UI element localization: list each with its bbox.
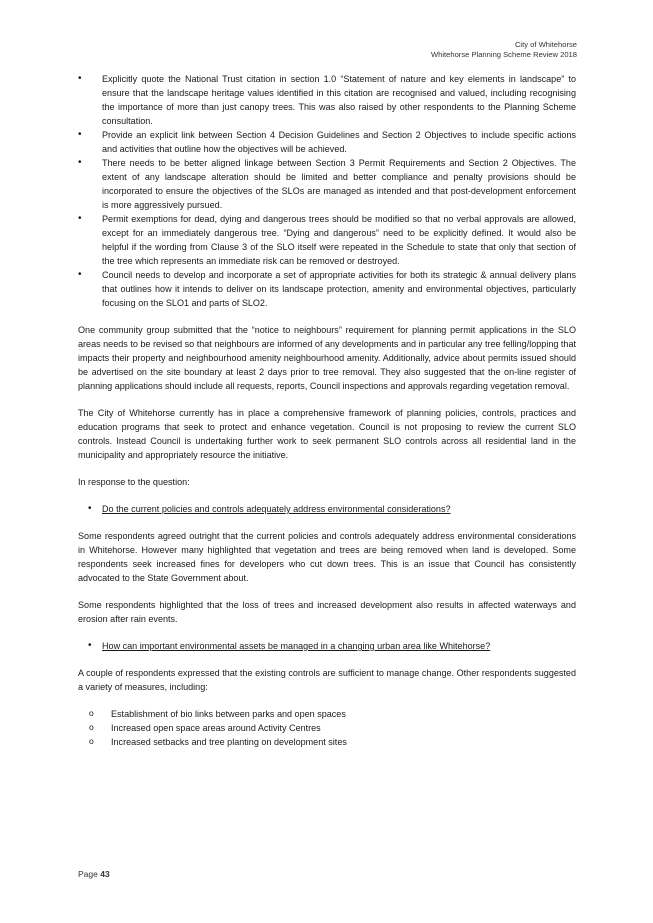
paragraph-loss-of-trees: Some respondents highlighted that the loss of trees and increased development also results in affected waterways and erosion after rain events. bbox=[78, 600, 576, 624]
page-header bbox=[431, 40, 577, 60]
recommendation-list bbox=[78, 72, 576, 310]
header-organisation: City of Whitehorse bbox=[514, 40, 577, 49]
question-2 bbox=[78, 639, 576, 653]
question-1 bbox=[78, 502, 576, 516]
page-number: 43 bbox=[100, 869, 110, 879]
list-item: o Increased open space areas around Activity Centres bbox=[78, 721, 576, 735]
paragraph-council-framework: The City of Whitehorse currently has in place a comprehensive framework of planning policies, controls, practices and education programs that seek to protect and enhance vegetation. Council is not proposing to review the current SLO controls. Instead Council is undertaking further work to seek permanent SLO controls across all residential land in the municipality and appropriately resource the initiative. bbox=[78, 408, 576, 460]
page-footer bbox=[78, 869, 110, 879]
list-item: • Council needs to develop and incorporate a set of appropriate activities for both its strategic & annual delivery plans that outlines how it intends to deliver on its landscape protection, amenity and environmental objectives, particularly focusing on the SLO1 and parts of SLO2. bbox=[78, 268, 576, 310]
list-item: • There needs to be better aligned linkage between Section 3 Permit Requirements and Section 2 Objectives. The extent of any landscape alteration should be limited and better compliance and penalty provisions should be incorporated to ensure the objectives of the SLOs are managed as intended and that post-development enforcement is more aggressively pursued. bbox=[78, 156, 576, 212]
paragraph-notice-to-neighbours: One community group submitted that the “notice to neighbours” requirement for planning permit applications in the SLO areas needs to be revised so that neighbours are informed of any developments and in particular any tree felling/lopping that impacts their property and neighbourhood amenity neighbourhood amenity. Additionally, advice about permits issued should be advertised on the site boundary at least 2 days prior to tree removal. They also suggested that the on-line register of planning applications should include all requests, reports, Council inspections and approvals regarding vegetation removal. bbox=[78, 325, 576, 391]
paragraph-question-intro: In response to the question: bbox=[78, 477, 190, 487]
paragraph-respondents-agreed: Some respondents agreed outright that the current policies and controls adequately address environmental considerations in Whitehorse. However many highlighted that vegetation and trees are being removed when land is developed. Some respondents seek increased fines for developers who cut down trees. This is an issue that Council has consistently advocated to the State Government about. bbox=[78, 531, 576, 583]
list-item: • Explicitly quote the National Trust citation in section 1.0 “Statement of nature and key elements in landscape” to ensure that the landscape heritage values identified in this citation are recognised and valued, including recognising the importance of more than just canopy trees. This was also raised by other respondents to the Planning Scheme consultation. bbox=[78, 72, 576, 128]
question-2-text: How can important environmental assets be managed in a changing urban area like Whitehorse? bbox=[102, 641, 491, 651]
list-item: • Permit exemptions for dead, dying and dangerous trees should be modified so that no verbal approvals are allowed, except for an immediately dangerous tree. “Dying and dangerous” need to be explicitly defined. It would also be helpful if the wording from Clause 3 of the SLO itself were repeated in the Schedule to state that only that section of the tree which represents an immediate risk can be removed or destroyed. bbox=[78, 212, 576, 268]
question-1-text: Do the current policies and controls adequately address environmental considerations? bbox=[102, 504, 451, 514]
page-label: Page bbox=[78, 869, 101, 879]
list-item: • Provide an explicit link between Section 4 Decision Guidelines and Section 2 Objectives to include specific actions and activities that outline how the objectives will be achieved. bbox=[78, 128, 576, 156]
header-document-title: Whitehorse Planning Scheme Review 2018 bbox=[430, 50, 577, 59]
list-item: o Increased setbacks and tree planting on development sites bbox=[78, 735, 576, 749]
paragraph-measures-intro: A couple of respondents expressed that the existing controls are sufficient to manage change. Other respondents suggested a variety of measures, including: bbox=[78, 668, 576, 692]
measures-list bbox=[78, 707, 576, 749]
list-item: o Establishment of bio links between parks and open spaces bbox=[78, 707, 576, 721]
page-content bbox=[78, 72, 576, 749]
